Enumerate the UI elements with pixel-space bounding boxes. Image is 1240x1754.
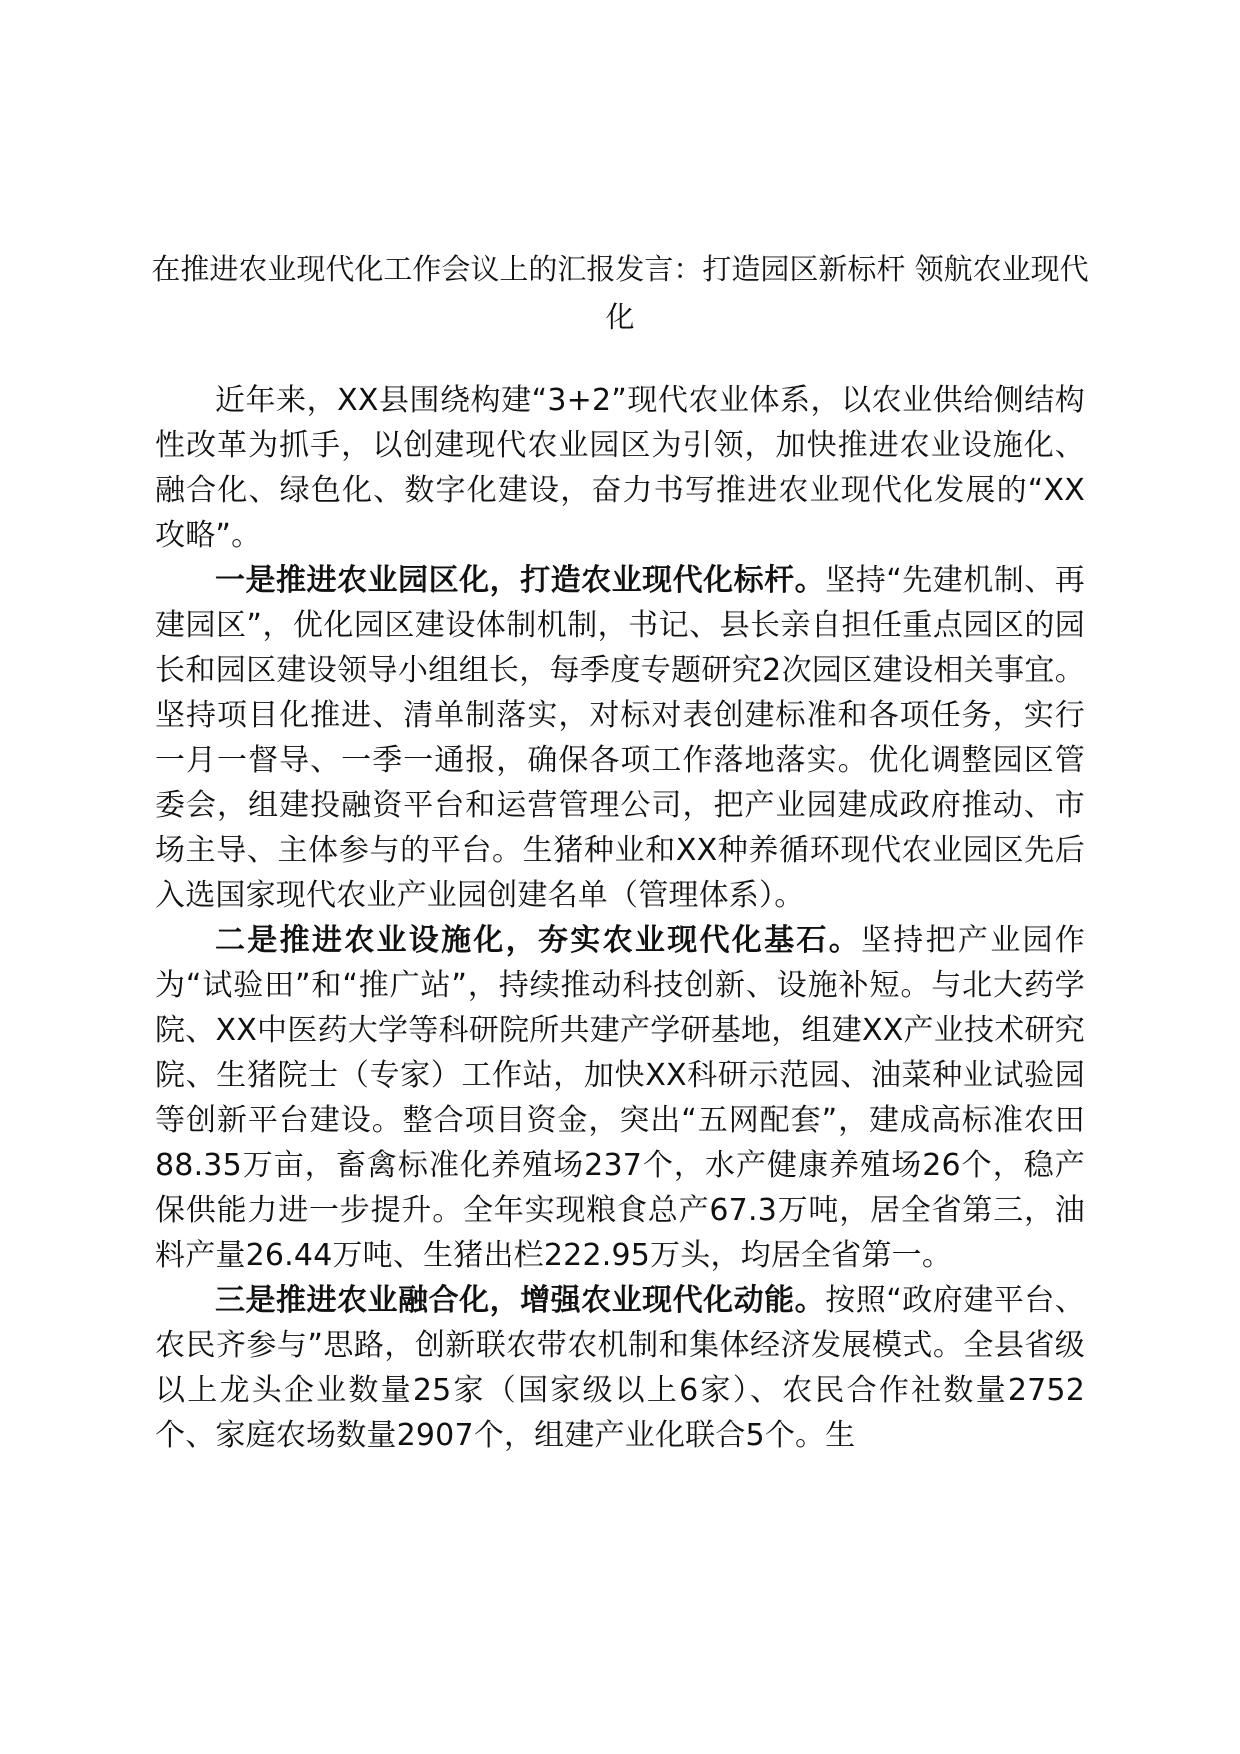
- paragraph-lead: 二是推进农业设施化，夯实农业现代化基石。: [215, 923, 861, 958]
- paragraph-park: [155, 558, 1085, 918]
- paragraph-facility: [155, 918, 1085, 1278]
- paragraph-lead: 一是推进农业园区化，打造农业现代化标杆。: [215, 563, 826, 598]
- document-body: [155, 378, 1085, 1458]
- paragraph-text: 近年来，XX县围绕构建“3+2”现代农业体系，以农业供给侧结构性改革为抓手，以创建现代农业园区为引领，加快推进农业设施化、融合化、绿色化、数字化建设，奋力书写推进农业现代化发展的“XX攻略”。: [155, 383, 1085, 553]
- paragraph-text: 坚持“先建机制、再建园区”，优化园区建设体制机制，书记、县长亲自担任重点园区的园长和园区建设领导小组组长，每季度专题研究2次园区建设相关事宜。坚持项目化推进、清单制落实，对标对表创建标准和各项任务，实行一月一督导、一季一通报，确保各项工作落地落实。优化调整园区管委会，组建投融资平台和运营管理公司，把产业园建成政府推动、市场主导、主体参与的平台。生猪种业和XX种养循环现代农业园区先后入选国家现代农业产业园创建名单（管理体系）。: [155, 563, 1086, 913]
- paragraph-lead: 三是推进农业融合化，增强农业现代化动能。: [215, 1283, 826, 1318]
- paragraph-integration: [155, 1278, 1085, 1458]
- paragraph-text: 坚持把产业园作为“试验田”和“推广站”，持续推动科技创新、设施补短。与北大药学院、XX中医药大学等科研院所共建产学研基地，组建XX产业技术研究院、生猪院士（专家）工作站，加快XX科研示范园、油菜种业试验园等创新平台建设。整合项目资金，突出“五网配套”，建成高标准农田88.35万亩，畜禽标准化养殖场237个，水产健康养殖场26个，稳产保供能力进一步提升。全年实现粮食总产67.3万吨，居全省第三，油料产量26.44万吨、生猪出栏222.95万头，均居全省第一。: [155, 923, 1085, 1273]
- paragraph-text: 按照“政府建平台、农民齐参与”思路，创新联农带农机制和集体经济发展模式。全县省级以上龙头企业数量25家（国家级以上6家）、农民合作社数量2752个、家庭农场数量2907个，组建产业化联合5个。生: [155, 1283, 1086, 1453]
- paragraph-intro: [155, 378, 1085, 558]
- document-title: 在推进农业现代化工作会议上的汇报发言：打造园区新标杆 领航农业现代化: [151, 252, 1089, 334]
